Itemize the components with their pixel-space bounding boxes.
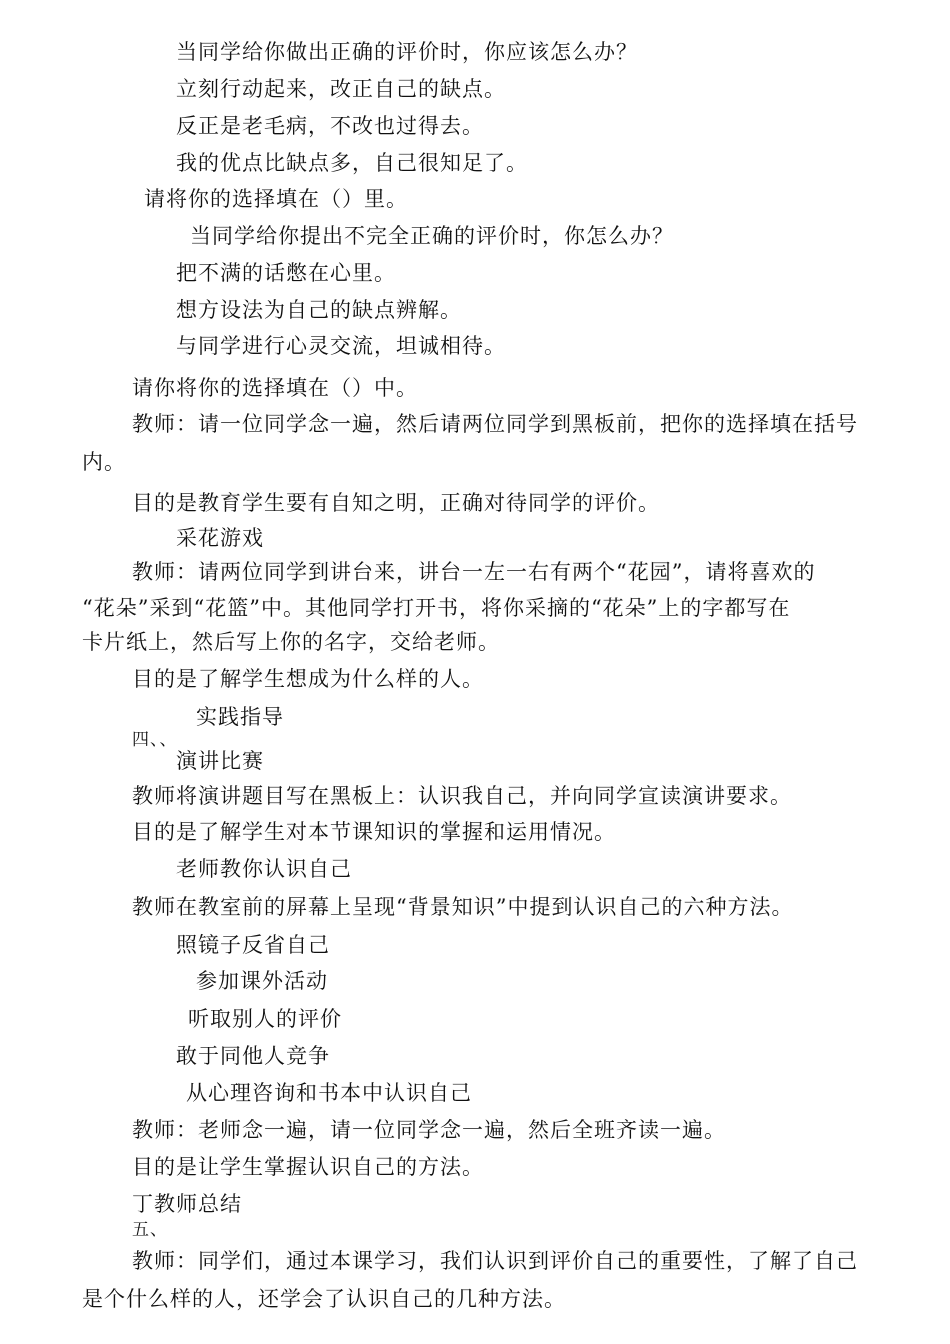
option-2a: 把不满的话憋在心里。 (176, 261, 396, 285)
purpose-line: 目的是教育学生要有自知之明，正确对待同学的评价。 (132, 491, 660, 515)
paragraph-line: 是个什么样的人，还学会了认识自己的几种方法。 (82, 1287, 566, 1311)
section-title: 实践指导 (196, 705, 284, 729)
paragraph-line: 教师：老师念一遍，请一位同学念一遍，然后全班齐读一遍。 (132, 1118, 726, 1142)
question-2: 当同学给你提出不完全正确的评价时，你怎么办？ (190, 224, 674, 248)
option-2c: 与同学进行心灵交流，坦诚相待。 (176, 334, 506, 358)
purpose-line: 目的是让学生掌握认识自己的方法。 (132, 1155, 484, 1179)
paragraph-line: 教师：请两位同学到讲台来，讲台一左一右有两个“花园”，请将喜欢的 (132, 560, 816, 584)
paragraph-line: “花朵”采到“花篮”中。其他同学打开书，将你采摘的“花朵”上的字都写在 (82, 596, 791, 620)
paragraph-line: 教师：同学们，通过本课学习，我们认识到评价自己的重要性，了解了自己 (132, 1249, 858, 1273)
paragraph-line: 教师：请一位同学念一遍，然后请两位同学到黑板前，把你的选择填在括号 (132, 412, 858, 436)
paragraph-line: 教师将演讲题目写在黑板上：认识我自己，并向同学宣读演讲要求。 (132, 784, 792, 808)
method-item: 参加课外活动 (196, 969, 328, 993)
paragraph-line: 卡片纸上，然后写上你的名字，交给老师。 (82, 630, 500, 654)
section-number: 五、 (132, 1220, 168, 1240)
option-1a: 立刻行动起来，改正自己的缺点。 (176, 77, 506, 101)
method-item: 照镜子反省自己 (176, 933, 330, 957)
method-item: 敢于同他人竞争 (176, 1044, 330, 1068)
activity-heading: 采花游戏 (176, 526, 264, 550)
option-2b: 想方设法为自己的缺点辨解。 (176, 298, 462, 322)
method-item: 听取别人的评价 (188, 1007, 342, 1031)
paragraph-line: 教师在教室前的屏幕上呈现“背景知识”中提到认识自己的六种方法。 (132, 895, 794, 919)
activity-heading: 老师教你认识自己 (176, 857, 352, 881)
question-1: 当同学给你做出正确的评价时，你应该怎么办？ (176, 40, 638, 64)
option-1c: 我的优点比缺点多，自己很知足了。 (176, 151, 528, 175)
activity-heading: 演讲比赛 (176, 749, 264, 773)
option-1b: 反正是老毛病，不改也过得去。 (176, 114, 484, 138)
instruction-1: 请将你的选择填在（）里。 (144, 187, 408, 211)
paragraph-line: 内。 (82, 450, 126, 474)
section-title: 丁教师总结 (132, 1192, 242, 1216)
purpose-line: 目的是了解学生对本节课知识的掌握和运用情况。 (132, 820, 616, 844)
method-item: 从心理咨询和书本中认识自己 (186, 1081, 472, 1105)
instruction-2: 请你将你的选择填在（）中。 (132, 376, 418, 400)
section-number: 四、、 (132, 730, 178, 750)
purpose-line: 目的是了解学生想成为什么样的人。 (132, 667, 484, 691)
